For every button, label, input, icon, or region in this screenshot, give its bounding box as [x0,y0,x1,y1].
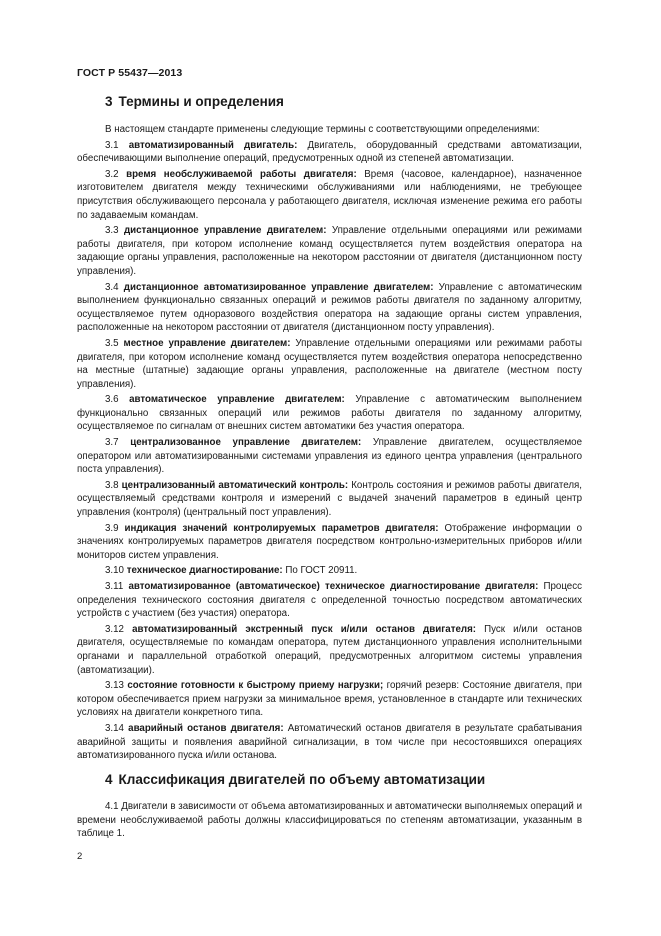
term-definition [77,522,582,563]
term-definition [77,168,582,222]
term-definition [77,580,582,621]
term-name: централизованный автоматический контроль: [121,479,349,491]
term-name: индикация значений контролируемых параметров двигателя: [124,522,439,534]
section-4-body [77,800,582,843]
section-4-title: Классификация двигателей по объему автоматизации [118,772,486,787]
page-number: 2 [77,851,83,862]
term-name: дистанционное управление двигателем: [123,225,327,237]
term-definition [77,564,582,578]
term-text: Управление отдельными операциями или режимами работы двигателя, при котором исполнение команд осуществляется путем воздействия оператора на задающие органы управления, расположенные на некотором расстоянии от двигателя (дистанционном посту управления). [77,225,582,277]
term-text: горячий резерв: Состояние двигателя, при котором обеспечивается прием нагрузки за минимальное время, установленное в стандарте или технических условиях на двигатели конкретного типа. [77,680,582,719]
term-number: 3.10 [105,565,124,577]
term-definition [77,281,582,335]
term-number: 3.6 [105,394,119,406]
section-4-paragraph [77,800,582,841]
term-number: 3.2 [105,168,119,180]
term-name: дистанционное автоматизированное управление двигателем: [123,281,434,293]
term-text: Управление с автоматическим выполнением функционально связанных операций и режимов работы двигателя по заданному алгоритму, осуществляемое путем одноразового воздействия оператора на задающие органы систем управления, расположенные на некотором расстоянии от двигателя (дистанционном посту управления). [77,281,582,334]
term-number: 3.5 [105,337,119,349]
term-definition [77,139,582,166]
term-name: автоматическое управление двигателем: [129,394,345,406]
paragraph-text: Двигатели в зависимости от объема автоматизированных и автоматически выполняемых операций и времени необслуживаемой работы должны классифицироваться по степеням автоматизации, указанным в таблице 1. [77,801,583,840]
terms-list [77,139,582,763]
term-text: Контроль состояния и режимов работы двигателя, осуществляемый средствами контроля и измерений с выдачей значений параметров в единый центр управления (контроля) (центральный пост управления). [77,479,583,519]
term-definition [77,436,582,477]
term-text: Управление отдельными операциями или режимами работы двигателя, при котором исполнение команд осуществляется путем воздействия оператора непосредственно на местные (штатные) задающие органы управления, расположенные на двигателе (местном посту управления). [77,337,582,390]
term-number: 3.1 [105,139,119,151]
term-definition [77,679,582,720]
term-text: По ГОСТ 20911. [282,565,358,577]
section-3-intro: В настоящем стандарте применены следующие термины с соответствующими определениями: [105,124,540,135]
section-4-heading [105,772,485,787]
term-number: 3.4 [105,281,119,293]
term-number: 3.3 [105,225,119,237]
term-text: Управление двигателем, осуществляемое оператором или автоматизированными системами управления из единого центра управления (центрального поста управления). [77,437,583,476]
section-3-title: Термины и определения [118,94,284,109]
term-number: 3.13 [105,680,124,692]
term-definition [77,224,582,278]
section-3-number: 3 [105,94,113,109]
paragraph-number: 4.1 [105,801,119,812]
term-name: автоматизированное (автоматическое) техническое диагностирование двигателя: [128,581,539,592]
term-text: Автоматический останов двигателя в результате срабатывания аварийной защиты и появления аварийной сигнализации, в том числе при несостоявшихся операциях автоматизированного пуска и/или останова. [77,722,582,762]
section-4-number: 4 [105,772,113,787]
term-number: 3.7 [105,437,119,449]
term-definition [77,722,582,763]
term-text: Управление с автоматическим выполнением функционально связанных операций или режимов работы двигателя по заданному алгоритму, осуществляемое по сигналам от внешних систем автоматики без участия оператора. [77,394,582,433]
term-definition [77,479,582,520]
term-number: 3.11 [105,581,124,592]
term-definition [77,393,582,434]
term-name: автоматизированный двигатель: [128,139,298,151]
term-text: Отображение информации о значениях контролируемых параметров двигателя посредством контрольно-измерительных приборов и/или мониторов систем управления. [77,522,582,561]
section-3-heading [105,94,284,109]
term-name: время необслуживаемой работы двигателя: [126,168,357,180]
term-name: состояние готовности к быстрому приему нагрузки; [127,680,384,692]
term-name: аварийный останов двигателя: [128,722,284,734]
section-3-body [77,123,582,765]
document-code: ГОСТ Р 55437—2013 [77,67,183,79]
term-text: Двигатель, оборудованный средствами автоматизации, обеспечивающими выполнение операций, предусмотренных одной из степеней автоматизации. [77,139,582,165]
term-definition [77,623,582,677]
term-number: 3.14 [105,722,124,734]
term-name: централизованное управление двигателем: [130,437,362,449]
term-number: 3.8 [105,479,119,491]
term-name: техническое диагностирование: [126,565,283,577]
term-definition [77,337,582,391]
term-text: Время (часовое, календарное), назначенное изготовителем двигателя между техническими обслуживаниями или наблюдениями, не требующее присутствия обслуживающего персонала у работающего двигателя, исключая изменение режима его работы по задаваемым командам. [77,168,582,221]
term-name: автоматизированный экстренный пуск и/или останов двигателя: [132,623,477,635]
term-number: 3.9 [105,522,119,534]
term-name: местное управление двигателем: [123,337,291,349]
term-text: Процесс определения технического состояния двигателя с определенной точностью посредством автоматических устройств с участием (без участия) оператора. [77,581,582,620]
term-number: 3.12 [105,623,124,635]
term-text: Пуск и/или останов двигателя, осуществляемые по командам оператора, путем дистанционного управления исполнительными органами и параллельной отработкой операций, предусмотренных алгоритмом системы управления (автоматизации). [77,623,583,676]
